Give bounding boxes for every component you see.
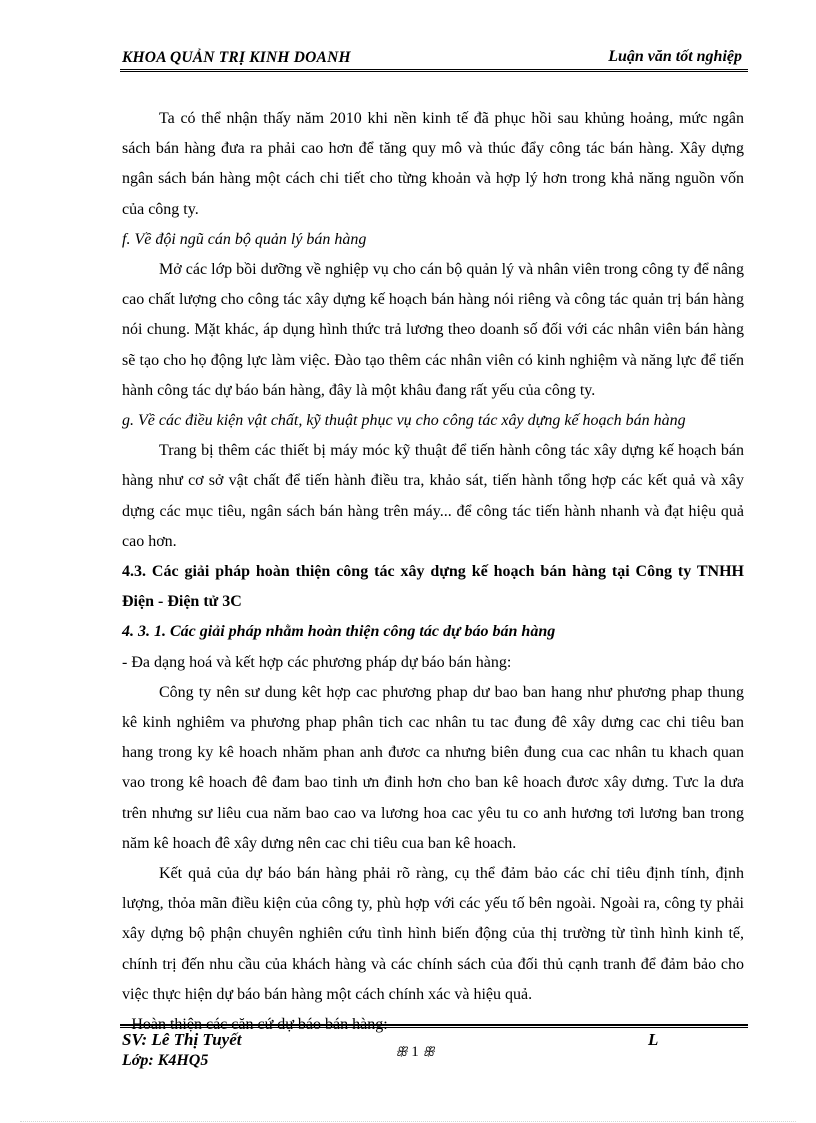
section-heading-g: g. Về các điều kiện vật chất, kỹ thuật phục vụ cho công tác xây dựng kế hoạch bán hàng — [122, 412, 686, 430]
ornament-left-icon: ꕥ — [395, 1044, 408, 1059]
paragraph-staff: Mở các lớp bồi dưỡng về nghiệp vụ cho cán bộ quản lý và nhân viên trong công ty để nâng cao chất lượng cho công tác xây dựng kế hoạch bán hàng nói riêng và công tác quản trị bán hàng nói chung. Mặt khác, áp dụng hình thức trả lương theo doanh số đối với các nhân viên bán hàng sẽ tạo cho họ động lực làm việc. Đào tạo thêm các nhân viên có kinh nghiệm và năng lực để tiến hành công tác dự báo bán hàng, đây là một khâu đang rất yếu của công ty. — [122, 261, 744, 399]
paragraph-budget: Ta có thể nhận thấy năm 2010 khi nền kinh tế đã phục hồi sau khủng hoảng, mức ngân sách bán hàng đưa ra phải cao hơn để tăng quy mô và thúc đẩy công tác bán hàng. Xây dựng ngân sách bán hàng một cách chi tiết cho từng khoản và hợp lý hơn trong khả năng nguồn vốn của công ty. — [122, 110, 744, 218]
header-divider — [120, 69, 748, 72]
student-class: Lớp: K4HQ5 — [122, 1052, 209, 1069]
footer-letter: L — [648, 1030, 659, 1049]
paragraph-equipment: Trang bị thêm các thiết bị máy móc kỹ thuật để tiến hành công tác xây dựng kế hoạch bán hàng như cơ sở vật chất để tiến hành điều tra, khảo sát, tiến hành tổng hợp các kết quả và xây dựng các mục tiêu, ngân sách bán hàng trên máy... để công tác tiến hành nhanh và đạt hiệu quả cao hơn. — [122, 442, 744, 550]
student-name: SV: Lê Thị Tuyết — [122, 1030, 242, 1049]
paragraph-methods: Công ty nên sư dung kêt hợp cac phương phap dư bao ban hang như phương phap thung kê kinh nghiêm va phương phap phân tich cac nhân tu tac đung đê xây dưng cac chi tiêu ban hang trong ky kê hoach nhăm phan anh đươc ca nhưng biên đung cua cac nhân tu khach quan vao trong kê hoach đê đam bao tinh ưn đinh hơn cho ban kê hoach đươc xây dưng. Tưc la dưa trên nhưng sư liêu cua năm bao cao va lương hoa cac yêu tu co anh hương tơi lương ban trong năm kê hoach đê xây dưng nên cac chi tiêu cua ban kê hoach. — [122, 683, 744, 852]
bullet-basis: - Hoàn thiện các căn cứ dự báo bán hàng: — [122, 1016, 388, 1034]
section-heading-f: f. Về đội ngũ cán bộ quản lý bán hàng — [122, 230, 367, 248]
paragraph-results: Kết quả của dự báo bán hàng phải rõ ràng, cụ thể đảm bảo các chỉ tiêu định tính, định lượng, thỏa mãn điều kiện của công ty, phù hợp với các yếu tố bên ngoài. Ngoài ra, công ty phải xây dựng bộ phận chuyên nghiên cứu tình hình biến động của thị trường từ tình hình kinh tế, chính trị đến nhu cầu của khách hàng và các chính sách của đối thủ cạnh tranh để đảm bảo cho việc thực hiện dự báo bán hàng một cách chính xác và hiệu quả. — [122, 865, 744, 1003]
page-number-block — [360, 1044, 470, 1061]
section-heading-4-3-1: 4. 3. 1. Các giải pháp nhằm hoàn thiện công tác dự báo bán hàng — [122, 623, 556, 641]
bullet-diversify: - Đa dạng hoá và kết hợp các phương pháp dự báo bán hàng: — [122, 653, 512, 671]
page-number: 1 — [411, 1044, 419, 1060]
page-edge — [20, 1121, 796, 1122]
page-header — [122, 47, 744, 69]
document-body — [122, 104, 744, 1040]
footer-divider — [120, 1024, 748, 1028]
faculty-name: KHOA QUẢN TRỊ KINH DOANH — [122, 49, 351, 66]
ornament-right-icon: ꕥ — [422, 1044, 435, 1059]
section-heading-4-3: 4.3. Các giải pháp hoàn thiện công tác xây dựng kế hoạch bán hàng tại Công ty TNHH Điện - Điện tử 3C — [122, 563, 744, 611]
document-type: Luận văn tốt nghiệp — [608, 48, 742, 65]
